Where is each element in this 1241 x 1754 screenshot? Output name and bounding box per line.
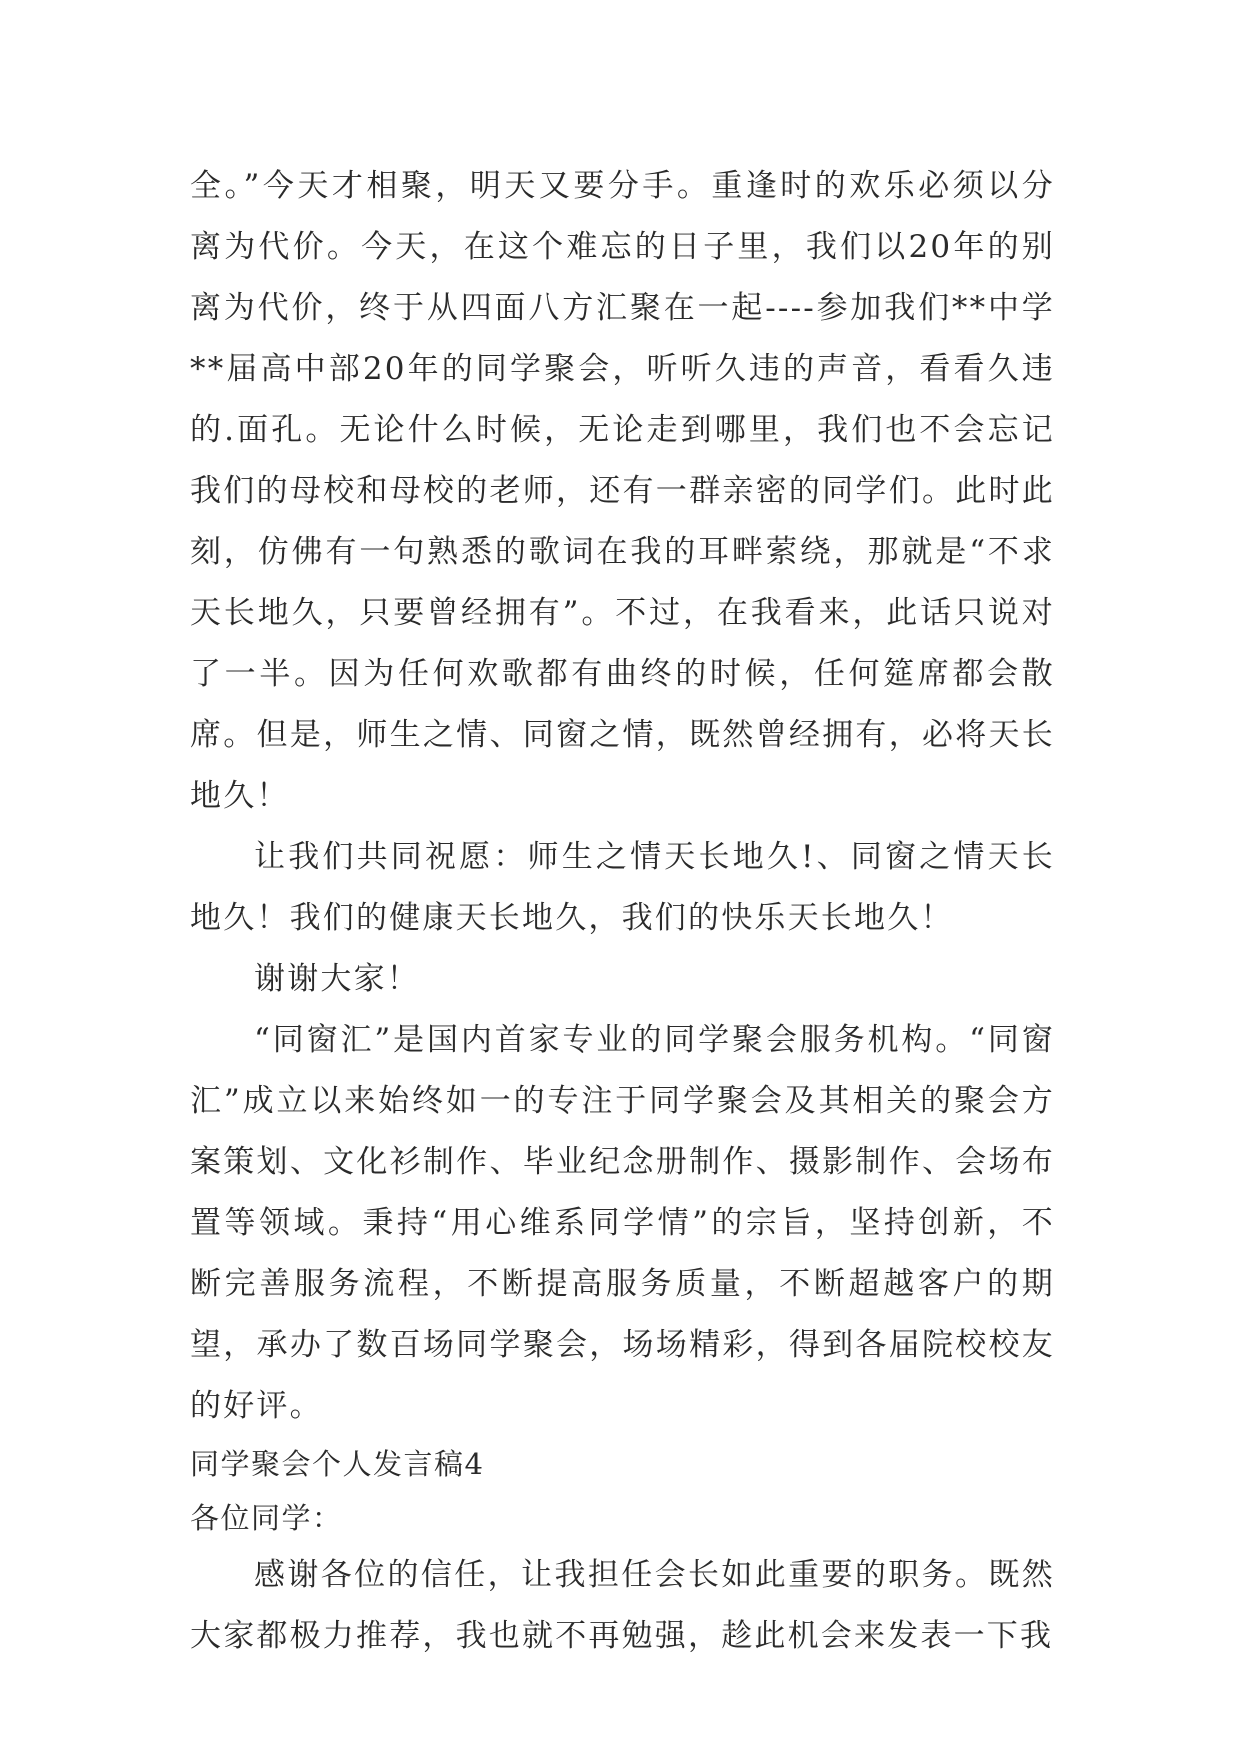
- section-title: 同学聚会个人发言稿4: [190, 1447, 485, 1481]
- salutation: 各位同学：: [190, 1501, 343, 1535]
- paragraph-thanks: 谢谢大家！: [254, 961, 420, 997]
- document-body: [190, 156, 1055, 1667]
- paragraph-reunion-reflection: 全。”今天才相聚，明天又要分手。重逢时的欢乐必须以分离为代价。今天，在这个难忘的日子里，我们以20年的别离为代价，终于从四面八方汇聚在一起----参加我们**中学**届高中部20年的同学聚会，听听久违的声音，看看久违的.面孔。无论什么时候，无论走到哪里，我们也不会忘记我们的母校和母校的老师，还有一群亲密的同学们。此时此刻，仿佛有一句熟悉的歌词在我的耳畔萦绕，那就是“不求天长地久，只要曾经拥有”。不过，在我看来，此话只说对了一半。因为任何欢歌都有曲终的时候，任何筵席都会散席。但是，师生之情、同窗之情，既然曾经拥有，必将天长地久！: [190, 168, 1055, 814]
- paragraph-speech-opening: 感谢各位的信任，让我担任会长如此重要的职务。既然大家都极力推荐，我也就不再勉强，趁此机会来发表一下我: [190, 1557, 1055, 1654]
- paragraph-wishes: 让我们共同祝愿：师生之情天长地久!、同窗之情天长地久！我们的健康天长地久，我们的快乐天长地久！: [190, 839, 1055, 936]
- paragraph-tongchuanghui: “同窗汇”是国内首家专业的同学聚会服务机构。“同窗汇”成立以来始终如一的专注于同学聚会及其相关的聚会方案策划、文化衫制作、毕业纪念册制作、摄影制作、会场布置等领域。秉持“用心维系同学情”的宗旨，坚持创新，不断完善服务流程，不断提高服务质量，不断超越客户的期望，承办了数百场同学聚会，场场精彩，得到各届院校校友的好评。: [190, 1022, 1055, 1424]
